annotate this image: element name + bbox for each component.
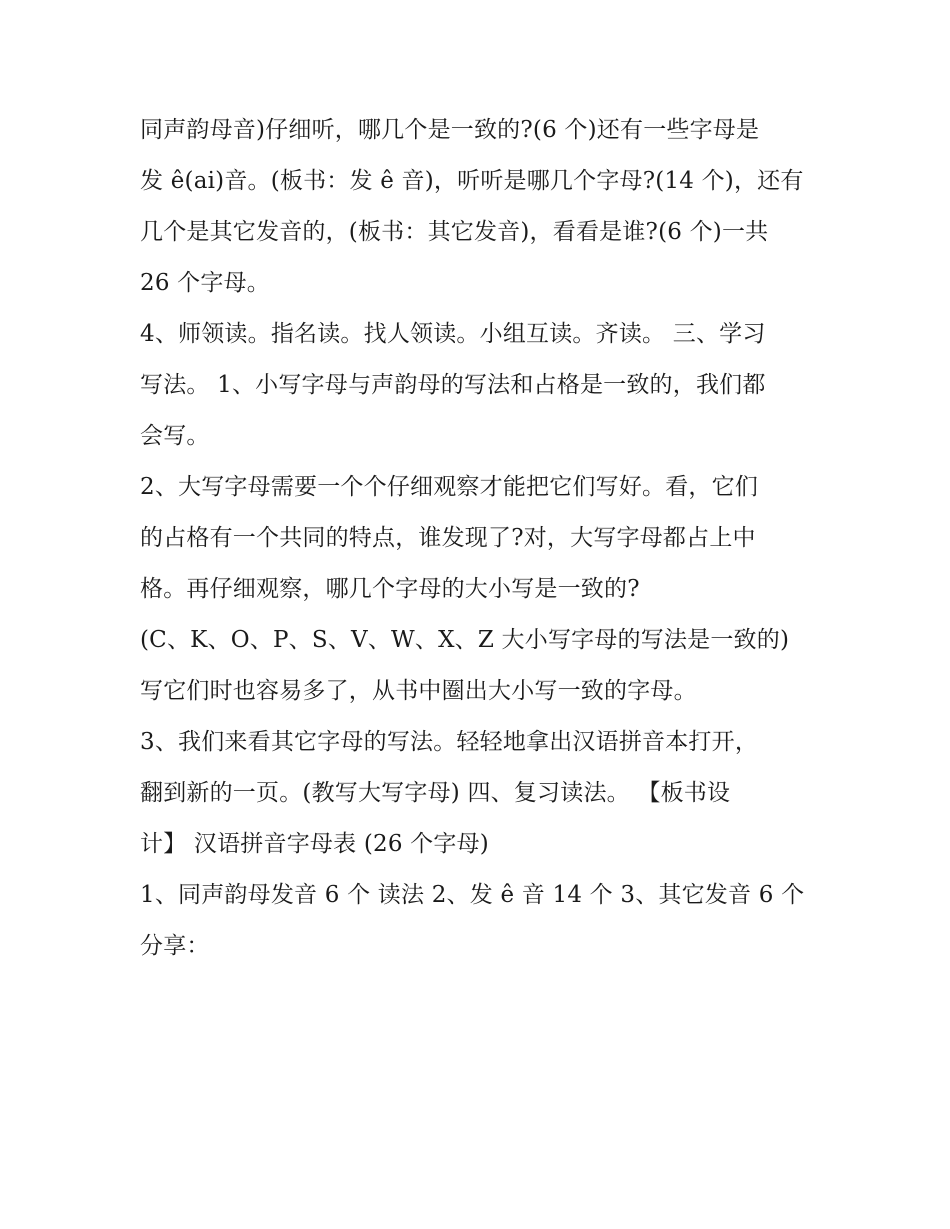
text-line-9: 的占格有一个共同的特点，谁发现了?对，大写字母都占上中 xyxy=(140,525,756,551)
text-line-2: 发 ê(ai)音。(板书：发 ê 音)，听听是哪几个字母?(14 个)，还有 xyxy=(140,168,804,194)
text-line-13: 3、我们来看其它字母的写法。轻轻地拿出汉语拼音本打开， xyxy=(140,729,759,755)
text-line-15: 计】 汉语拼音字母表 (26 个字母) xyxy=(140,831,489,857)
text-line-5: 4、师领读。指名读。找人领读。小组互读。齐读。 三、学习 xyxy=(140,321,766,347)
text-line-14: 翻到新的一页。(教写大写字母) 四、复习读法。 【板书设 xyxy=(140,780,731,806)
text-line-11: (C、K、O、P、S、V、W、X、Z 大小写字母的写法是一致的) xyxy=(140,627,790,653)
text-line-10: 格。再仔细观察，哪几个字母的大小写是一致的? xyxy=(140,576,640,602)
text-line-12: 写它们时也容易多了，从书中圈出大小写一致的字母。 xyxy=(140,678,697,704)
text-line-6: 写法。 1、小写字母与声韵母的写法和占格是一致的，我们都 xyxy=(140,372,766,398)
text-line-8: 2、大写字母需要一个个仔细观察才能把它们写好。看，它们 xyxy=(140,474,759,500)
text-line-16: 1、同声韵母发音 6 个 读法 2、发 ê 音 14 个 3、其它发音 6 个 xyxy=(140,882,805,908)
text-line-17: 分享： xyxy=(140,933,210,959)
text-line-3: 几个是其它发音的，(板书：其它发音)，看看是谁?(6 个)一共 xyxy=(140,219,769,245)
text-line-7: 会写。 xyxy=(140,423,210,449)
text-line-4: 26 个字母。 xyxy=(140,270,270,296)
text-line-1: 同声韵母音)仔细听，哪几个是一致的?(6 个)还有一些字母是 xyxy=(140,117,760,143)
document-body xyxy=(140,105,820,972)
